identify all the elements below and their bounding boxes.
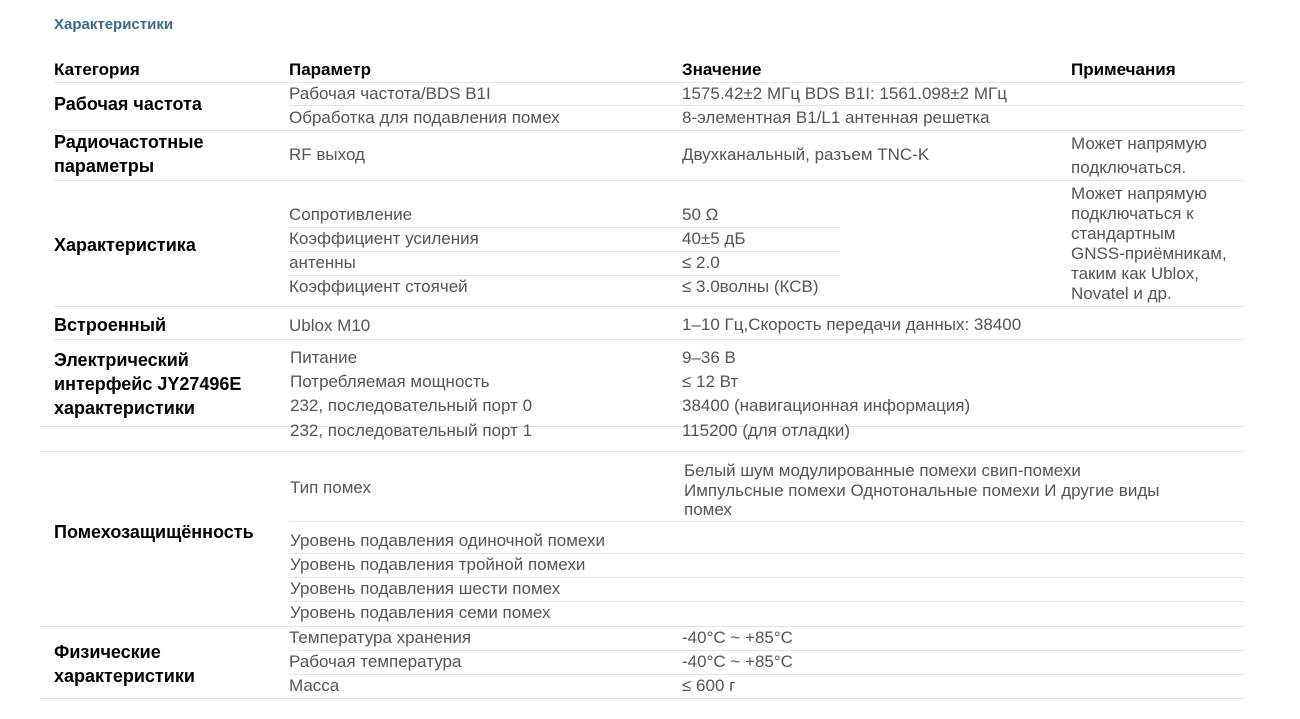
note-cell: подключаться. (1071, 158, 1187, 177)
category-label: Характеристика (54, 235, 196, 255)
param-cell: Сопротивление (289, 205, 413, 224)
param-cell: Ublox M10 (289, 316, 371, 335)
note-cell: стандартным (1071, 224, 1176, 243)
param-cell: 232, последовательный порт 1 (290, 421, 533, 440)
note-cell: GNSS-приёмникам, (1071, 244, 1227, 263)
category-label: Рабочая частота (54, 94, 202, 114)
value-cell: 8-элементная B1/L1 антенная решетка (682, 108, 990, 127)
row-divider (40, 626, 1244, 627)
category-label: параметры (54, 156, 155, 176)
category-label: интерфейс JY27496E (54, 374, 242, 394)
row-divider (40, 451, 1244, 452)
param-cell: RF выход (289, 145, 365, 164)
row-divider (40, 426, 1244, 427)
param-cell: Уровень подавления одиночной помехи (290, 531, 606, 550)
header-parameter: Параметр (289, 60, 372, 79)
value-cell: помех (684, 500, 732, 519)
category-label: характеристики (54, 666, 195, 686)
value-cell: Белый шум модулированные помехи свип-помехи (684, 461, 1081, 480)
param-cell: Масса (289, 676, 340, 695)
value-cell: ≤ 600 г (682, 676, 736, 695)
value-cell: 1–10 Гц,Скорость передачи данных: 38400 (682, 315, 1022, 334)
value-cell: 50 Ω (682, 205, 719, 224)
param-cell: Рабочая частота/BDS B1I (289, 84, 491, 103)
param-cell: Уровень подавления семи помех (290, 603, 551, 622)
category-label: Радиочастотные (54, 132, 204, 152)
category-label: характеристики (54, 398, 195, 418)
row-divider (54, 130, 1244, 131)
note-cell: таким как Ublox, (1071, 264, 1200, 283)
header-divider (54, 82, 1244, 83)
row-divider (40, 698, 1244, 699)
note-cell: Novatel и др. (1071, 284, 1172, 303)
row-divider (289, 105, 1244, 106)
param-cell: Тип помех (290, 478, 371, 497)
value-cell: ≤ 12 Вт (682, 372, 739, 391)
param-cell: Коэффициент стоячей (289, 277, 468, 296)
header-category: Категория (54, 60, 140, 79)
row-divider (289, 521, 1244, 522)
row-divider (54, 180, 1244, 181)
value-cell: Импульсные помехи Однотональные помехи И другие виды (684, 481, 1160, 500)
row-divider (289, 674, 1244, 675)
value-cell: 38400 (навигационная информация) (682, 396, 971, 415)
param-cell: Температура хранения (289, 628, 472, 647)
value-cell: -40°C ~ +85°C (682, 652, 793, 671)
param-cell: Потребляемая мощность (290, 372, 490, 391)
header-value: Значение (682, 60, 762, 79)
header-notes: Примечания (1071, 60, 1176, 79)
value-cell: ≤ 2.0 (682, 253, 720, 272)
param-cell: 232, последовательный порт 0 (290, 396, 533, 415)
param-cell: Обработка для подавления помех (289, 108, 560, 127)
value-cell: 115200 (для отладки) (682, 421, 850, 440)
value-cell: 1575.42±2 МГц BDS B1I: 1561.098±2 МГц (682, 84, 1007, 103)
section-title: Характеристики (54, 16, 174, 33)
note-cell: Может напрямую (1071, 184, 1208, 203)
category-label: Электрический (54, 350, 189, 370)
value-cell: -40°C ~ +85°C (682, 628, 793, 647)
value-cell: Двухканальный, разъем TNC-K (682, 145, 930, 164)
param-cell: Питание (290, 348, 358, 367)
note-cell: Может напрямую (1071, 134, 1208, 153)
row-divider (54, 339, 1244, 340)
value-cell: 40±5 дБ (682, 229, 746, 248)
value-cell: 9–36 В (682, 348, 736, 367)
row-divider (54, 306, 1244, 307)
param-cell: Рабочая температура (289, 652, 462, 671)
param-cell: Уровень подавления шести помех (290, 579, 561, 598)
param-cell: Уровень подавления тройной помехи (290, 555, 586, 574)
category-label: Встроенный (54, 315, 167, 335)
note-cell: подключаться к (1071, 204, 1194, 223)
param-cell: антенны (289, 253, 356, 272)
param-cell: Коэффициент усиления (289, 229, 479, 248)
row-divider (289, 251, 839, 252)
value-cell: ≤ 3.0волны (КСВ) (682, 277, 819, 296)
category-label: Физические (54, 642, 161, 662)
category-label: Помехозащищённость (54, 522, 254, 542)
